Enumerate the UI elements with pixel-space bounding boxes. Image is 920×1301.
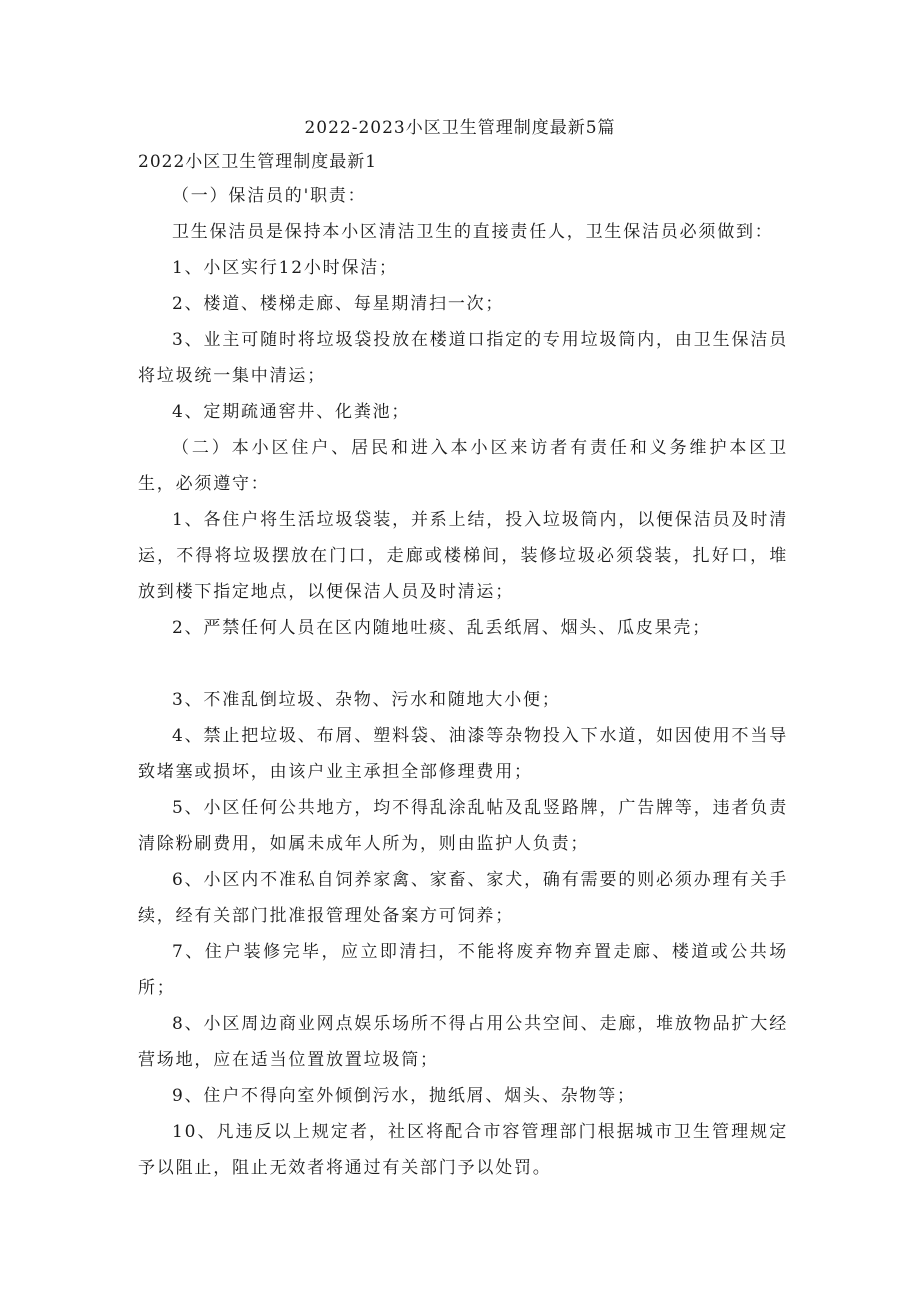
paragraph-duties-intro: 卫生保洁员是保持本小区清洁卫生的直接责任人，卫生保洁员必须做到：: [172, 222, 774, 242]
document-body: [138, 178, 788, 1186]
paragraph-rule-6: 6、小区内不准私自饲养家禽、家畜、家犬，确有需要的则必须办理有关手续，经有关部门批准报管理处备案方可饲养；: [138, 870, 788, 926]
paragraph-rule-3: 3、不准乱倒垃圾、杂物、污水和随地大小便；: [172, 690, 561, 710]
paragraph-rule-5: 5、小区任何公共地方，均不得乱涂乱帖及乱竖路牌，广告牌等，违者负责清除粉刷费用，如属未成年人所为，则由监护人负责；: [138, 798, 788, 854]
paragraph-duties-heading: （一）保洁员的'职责：: [172, 186, 367, 206]
paragraph-rule-10: 10、凡违反以上规定者，社区将配合市容管理部门根据城市卫生管理规定予以阻止，阻止无效者将通过有关部门予以处罚。: [138, 1122, 788, 1178]
paragraph-rule-1: 1、各住户将生活垃圾袋装，并系上结，投入垃圾筒内，以便保洁员及时清运，不得将垃圾摆放在门口，走廊或楼梯间，装修垃圾必须袋装，扎好口，堆放到楼下指定地点，以便保洁人员及时清运；: [138, 510, 788, 602]
paragraph-rule-7: 7、住户装修完毕，应立即清扫，不能将废弃物弃置走廊、楼道或公共场所；: [138, 942, 788, 998]
paragraph-rule-2: 2、严禁任何人员在区内随地吐痰、乱丢纸屑、烟头、瓜皮果壳；: [172, 618, 712, 638]
paragraph-rule-9: 9、住户不得向室外倾倒污水，抛纸屑、烟头、杂物等；: [172, 1086, 636, 1106]
paragraph-rule-8: 8、小区周边商业网点娱乐场所不得占用公共空间、走廊，堆放物品扩大经营场地，应在适当位置放置垃圾筒；: [138, 1014, 788, 1070]
paragraph-duty-2: 2、楼道、楼梯走廊、每星期清扫一次；: [172, 294, 505, 314]
document-title: 2022-2023小区卫生管理制度最新5篇: [304, 118, 616, 138]
paragraph-duty-3: 3、业主可随时将垃圾袋投放在楼道口指定的专用垃圾筒内，由卫生保洁员将垃圾统一集中清运；: [138, 330, 788, 386]
section-title: 2022小区卫生管理制度最新1: [138, 152, 378, 172]
paragraph-rule-4: 4、禁止把垃圾、布屑、塑料袋、油漆等杂物投入下水道，如因使用不当导致堵塞或损坏，由该户业主承担全部修理费用；: [138, 726, 788, 782]
paragraph-duty-4: 4、定期疏通窖井、化粪池；: [172, 402, 411, 422]
paragraph-duty-1: 1、小区实行12小时保洁；: [172, 258, 398, 278]
paragraph-residents-heading: （二）本小区住户、居民和进入本小区来访者有责任和义务维护本区卫生，必须遵守：: [138, 438, 788, 494]
